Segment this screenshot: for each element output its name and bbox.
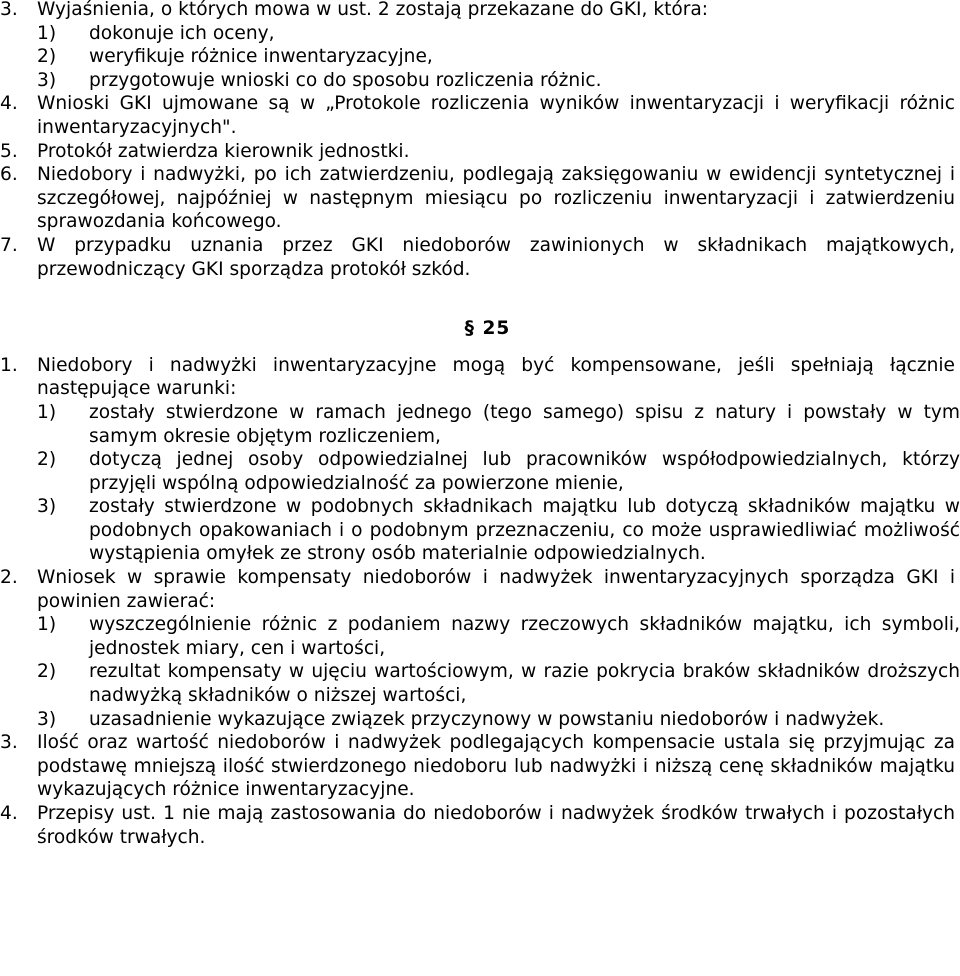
paragraph-5: [0, 140, 960, 164]
item-number: 7.: [0, 234, 18, 256]
sub-item-text: uzasadnienie wykazujące związek przyczynowy w powstaniu niedoborów i nadwyżek.: [89, 708, 885, 730]
item-number: 4.: [0, 803, 18, 824]
item-number: 4.: [0, 93, 18, 115]
list-item: [0, 0, 960, 22]
item-text: Wniosek w sprawie kompensaty niedoborów i nadwyżek inwentaryzacyjnych sporządza GKI i powinien zawierać:: [37, 567, 955, 612]
paragraph-4: [0, 92, 960, 139]
sub-item-number: 1): [37, 401, 57, 423]
item-text: W przypadku uznania przez GKI niedoborów zawinionych w składnikach majątkowych, przewodniczący GKI sporządza protokół szkód.: [37, 234, 955, 280]
item-text: Ilość oraz wartość niedoborów i nadwyżek podlegających kompensacie ustala się przyjmując za podstawę mniejszą ilość stwierdzonego niedoboru lub nadwyżki i niższą cenę składników majątku wykazujących różnice inwentaryzacyjne.: [37, 732, 955, 801]
sub-item: [37, 401, 960, 448]
section-25-paragraph-1: [0, 354, 960, 566]
list-item: [0, 566, 960, 613]
sub-item: [37, 45, 960, 69]
sub-item-number: 3): [37, 69, 57, 91]
item-text: Wnioski GKI ujmowane są w „Protokole rozliczenia wyników inwentaryzacji i weryfikacji różnic inwentaryzacyjnych".: [37, 93, 955, 138]
item-number: 2.: [0, 567, 18, 589]
sub-item-number: 3): [37, 496, 57, 518]
sub-item-number: 2): [37, 661, 57, 683]
item-text: Wyjaśnienia, o których mowa w ust. 2 zostają przekazane do GKI, która:: [37, 0, 709, 20]
sub-item-text: przygotowuje wnioski co do sposobu rozliczenia różnic.: [89, 69, 602, 91]
paragraph-7: [0, 234, 960, 281]
list-item: [0, 354, 960, 401]
sub-item-number: 2): [37, 449, 57, 471]
item-number: 1.: [0, 354, 18, 376]
sub-item-text: rezultat kompensaty w ujęciu wartościowym, w razie pokrycia braków składników droższych nadwyżką składników o niższej wartości,: [89, 661, 960, 707]
section-25-paragraph-3: [0, 731, 960, 802]
sub-item: [37, 708, 960, 732]
item-number: 6.: [0, 164, 18, 186]
sub-item-text: weryfikuje różnice inwentaryzacyjne,: [89, 46, 433, 68]
sub-item: [37, 495, 960, 566]
item-text: Protokół zatwierdza kierownik jednostki.: [37, 140, 410, 162]
paragraph-6: [0, 163, 960, 234]
sub-item-number: 1): [37, 22, 57, 44]
item-number: 3.: [0, 732, 18, 754]
section-25-paragraph-4: [0, 802, 960, 849]
sub-item: [37, 660, 960, 707]
sub-item-text: dokonuje ich oceny,: [89, 22, 275, 44]
sub-item-number: 3): [37, 708, 57, 730]
sub-item: [37, 448, 960, 495]
item-number: 5.: [0, 140, 18, 162]
sub-item: [37, 613, 960, 660]
section-heading: § 25: [464, 318, 511, 340]
sub-item-number: 2): [37, 46, 57, 68]
sub-item-text: zostały stwierdzone w podobnych składnikach majątku lub dotyczą składników majątku w podobnych opakowaniach i o podobnym przeznaczeniu, co może usprawiedliwiać możliwość wystąpienia omyłek ze strony osób materialnie odpowiedzialnych.: [89, 496, 960, 565]
section-25-paragraph-2: [0, 566, 960, 731]
item-number: 3.: [0, 0, 18, 20]
item-text: Niedobory i nadwyżki, po ich zatwierdzeniu, podlegają zaksięgowaniu w ewidencji syntetycznej i szczegółowej, najpóźniej w następnym miesiącu po rozliczeniu inwentaryzacji i zatwierdzeniu sprawozdania końcowego.: [37, 164, 955, 233]
sub-item-text: zostały stwierdzone w ramach jednego (tego samego) spisu z natury i powstały w tym samym okresie objętym rozliczeniem,: [89, 401, 960, 447]
paragraph-3: [0, 0, 960, 92]
item-text: Niedobory i nadwyżki inwentaryzacyjne mogą być kompensowane, jeśli spełniają łącznie następujące warunki:: [37, 354, 955, 400]
sub-item-text: wyszczególnienie różnic z podaniem nazwy rzeczowych składników majątku, ich symboli, jednostek miary, cen i wartości,: [89, 614, 960, 659]
sub-item: [37, 22, 960, 46]
sub-item-text: dotyczą jednej osoby odpowiedzialnej lub pracowników współodpowiedzialnych, którzy przyjęli wspólną odpowiedzialność za powierzone mienie,: [89, 449, 960, 494]
item-text: Przepisy ust. 1 nie mają zastosowania do niedoborów i nadwyżek środków trwałych i pozostałych środków trwałych.: [37, 803, 955, 848]
sub-item: [37, 69, 960, 93]
sub-item-number: 1): [37, 614, 57, 636]
